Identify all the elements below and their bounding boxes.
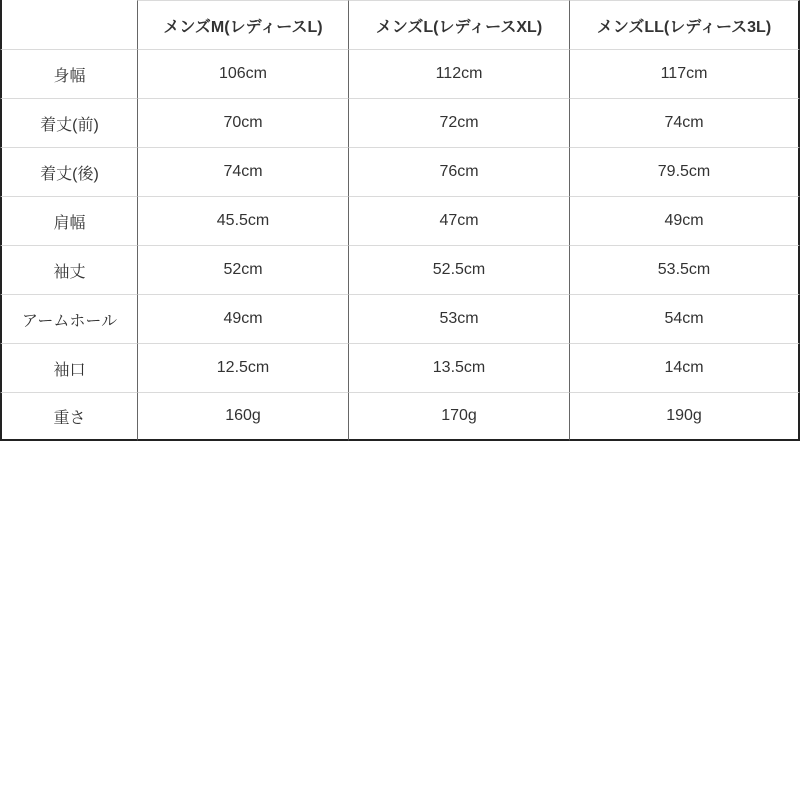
size-value-cell: 112cm	[348, 49, 569, 98]
size-value-cell: 76cm	[348, 147, 569, 196]
size-value-cell: 53.5cm	[569, 245, 800, 294]
table-row	[0, 147, 800, 196]
row-label: 着丈(前)	[0, 98, 137, 147]
size-value-cell: 12.5cm	[137, 343, 348, 392]
size-value-cell: 106cm	[137, 49, 348, 98]
table-row	[0, 196, 800, 245]
size-value-cell: 47cm	[348, 196, 569, 245]
size-value-cell: 52.5cm	[348, 245, 569, 294]
table-row	[0, 343, 800, 392]
table-row	[0, 98, 800, 147]
row-label: 身幅	[0, 49, 137, 98]
row-label: 肩幅	[0, 196, 137, 245]
size-value-cell: 45.5cm	[137, 196, 348, 245]
size-value-cell: 14cm	[569, 343, 800, 392]
table-row	[0, 392, 800, 441]
size-value-cell: 49cm	[569, 196, 800, 245]
column-header-mens-m: メンズM(レディースL)	[137, 0, 348, 49]
table-row-miyuki	[0, 49, 800, 98]
size-value-cell: 117cm	[569, 49, 800, 98]
size-value-cell: 74cm	[137, 147, 348, 196]
row-label: アームホール	[0, 294, 137, 343]
corner-cell	[0, 0, 137, 49]
row-label: 重さ	[0, 392, 137, 441]
size-value-cell: 49cm	[137, 294, 348, 343]
size-value-cell: 160g	[137, 392, 348, 441]
size-value-cell: 53cm	[348, 294, 569, 343]
table-row	[0, 294, 800, 343]
size-value-cell: 79.5cm	[569, 147, 800, 196]
row-label: 袖口	[0, 343, 137, 392]
size-value-cell: 70cm	[137, 98, 348, 147]
size-value-cell: 13.5cm	[348, 343, 569, 392]
size-value-cell: 52cm	[137, 245, 348, 294]
size-value-cell: 74cm	[569, 98, 800, 147]
size-value-cell: 72cm	[348, 98, 569, 147]
column-header-mens-ll: メンズLL(レディース3L)	[569, 0, 800, 49]
size-value-cell: 170g	[348, 392, 569, 441]
row-label: 袖丈	[0, 245, 137, 294]
header-row	[0, 0, 800, 49]
column-header-mens-l: メンズL(レディースXL)	[348, 0, 569, 49]
table-row	[0, 245, 800, 294]
size-value-cell: 190g	[569, 392, 800, 441]
size-value-cell: 54cm	[569, 294, 800, 343]
row-label: 着丈(後)	[0, 147, 137, 196]
